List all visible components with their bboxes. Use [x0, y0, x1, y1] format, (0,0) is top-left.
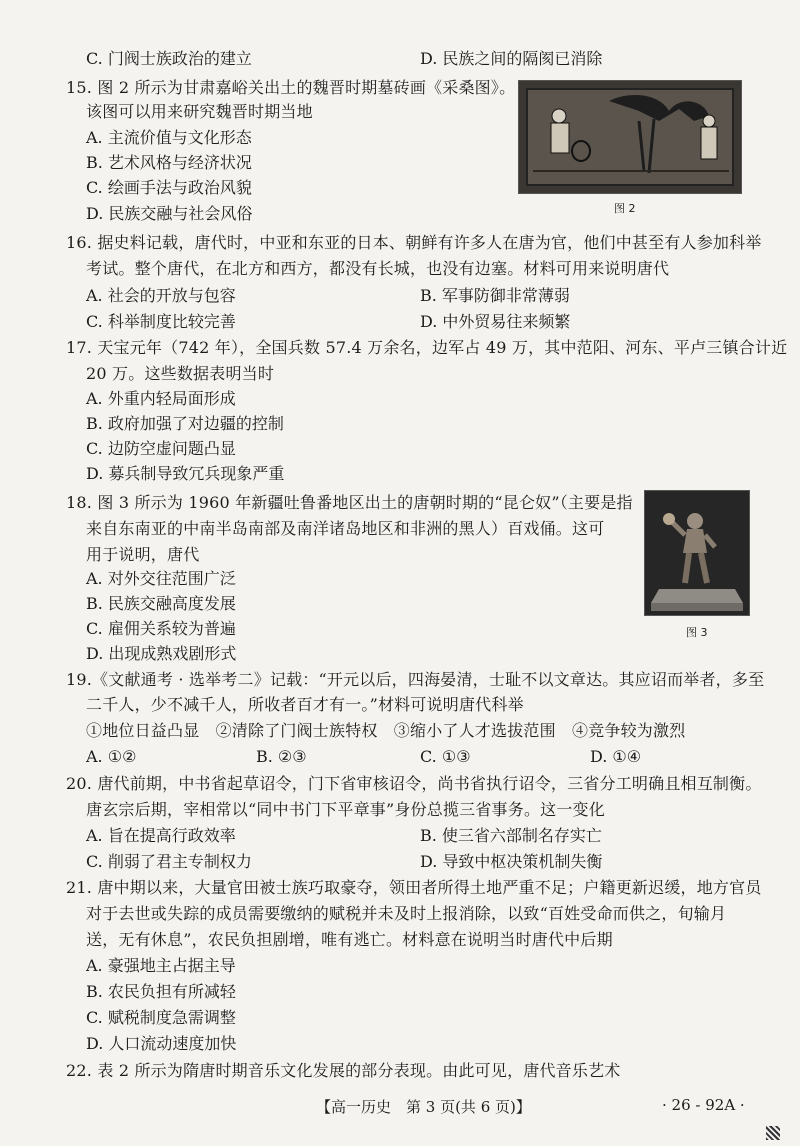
q18-option-d: D. 出现成熟戏剧形式 [86, 644, 237, 663]
q16-option-a: A. 社会的开放与包容 [86, 286, 236, 305]
q16-stem-line1: 16. 据史料记载，唐代时，中亚和东亚的日本、朝鲜有许多人在唐为官，他们中甚至有人参加科举 [66, 233, 762, 252]
q20-option-a: A. 旨在提高行政效率 [86, 826, 236, 845]
q18-option-a: A. 对外交往范围广泛 [86, 569, 236, 588]
q19-statements: ①地位日益凸显 ②清除了门阀士族特权 ③缩小了人才选拔范围 ④竞争较为激烈 [86, 721, 686, 740]
q17-option-c: C. 边防空虚问题凸显 [86, 439, 236, 458]
q19-option-a: A. ①② [86, 747, 137, 766]
page-footer-code: · 26 - 92A · [662, 1096, 745, 1114]
q20-stem-line2: 唐玄宗后期，宰相常以“同中书门下平章事”身份总揽三省事务。这一变化 [86, 800, 605, 819]
figure-3-image [644, 490, 750, 616]
q20-option-c: C. 削弱了君主专制权力 [86, 852, 252, 871]
q17-stem-line1: 17. 天宝元年（742 年），全国兵数 57.4 万余名，边军占 49 万，其中范阳、河东、平卢三镇合计近 [66, 338, 788, 357]
q16-option-d: D. 中外贸易往来频繁 [420, 312, 571, 331]
q19-stem-line1: 19.《文献通考 · 选举考二》记载：“开元以后，四海晏清，士耻不以文章达。其应诏而举者，多至 [66, 670, 765, 689]
q18-stem-line3: 用于说明，唐代 [86, 545, 200, 564]
q19-option-d: D. ①④ [590, 747, 642, 766]
q21-stem-line3: 送，无有休息”，农民负担剧增，唯有逃亡。材料意在说明当时唐代中后期 [86, 930, 613, 949]
q18-stem-line2: 来自东南亚的中南半岛南部及南洋诸岛地区和非洲的黑人）百戏俑。这可 [86, 519, 605, 538]
q21-option-c: C. 赋税制度急需调整 [86, 1008, 236, 1027]
q15-option-b: B. 艺术风格与经济状况 [86, 153, 252, 172]
q14-option-d: D. 民族之间的隔阂已消除 [420, 49, 603, 68]
q21-option-d: D. 人口流动速度加快 [86, 1034, 237, 1053]
figure-3-caption: 图 3 [686, 626, 708, 639]
q20-option-d: D. 导致中枢决策机制失衡 [420, 852, 603, 871]
q18-stem-line1: 18. 图 3 所示为 1960 年新疆吐鲁番地区出土的唐朝时期的“昆仑奴”（主要是指 [66, 493, 633, 512]
qr-code-icon [766, 1126, 780, 1140]
q20-option-b: B. 使三省六部制名存实亡 [420, 826, 602, 845]
q15-option-c: C. 绘画手法与政治风貌 [86, 178, 252, 197]
q22-stem-line1: 22. 表 2 所示为隋唐时期音乐文化发展的部分表现。由此可见，唐代音乐艺术 [66, 1061, 621, 1080]
q15-option-d: D. 民族交融与社会风俗 [86, 204, 253, 223]
tomb-brick-painting [519, 81, 741, 193]
q18-option-b: B. 民族交融高度发展 [86, 594, 236, 613]
q15-stem-line2: 该图可以用来研究魏晋时期当地 [86, 102, 313, 121]
q21-option-a: A. 豪强地主占据主导 [86, 956, 236, 975]
page-footer-center: 【高一历史 第 3 页(共 6 页)】 [316, 1098, 531, 1116]
q16-option-c: C. 科举制度比较完善 [86, 312, 236, 331]
q21-option-b: B. 农民负担有所减轻 [86, 982, 236, 1001]
q16-option-b: B. 军事防御非常薄弱 [420, 286, 570, 305]
q21-stem-line1: 21. 唐中期以来，大量官田被士族巧取豪夺，领田者所得土地严重不足；户籍更新迟缓，地方官员 [66, 878, 762, 897]
q17-option-a: A. 外重内轻局面形成 [86, 389, 236, 408]
q16-stem-line2: 考试。整个唐代，在北方和西方，都没有长城，也没有边塞。材料可用来说明唐代 [86, 259, 670, 278]
q19-option-b: B. ②③ [256, 747, 307, 766]
q15-option-a: A. 主流价值与文化形态 [86, 128, 252, 147]
q17-stem-line2: 20 万。这些数据表明当时 [86, 364, 275, 383]
kunlun-slave-figurine [645, 491, 749, 615]
figure-2-caption: 图 2 [614, 202, 636, 215]
q14-option-c: C. 门阀士族政治的建立 [86, 49, 252, 68]
figure-2-image [518, 80, 742, 194]
q21-stem-line2: 对于去世或失踪的成员需要缴纳的赋税并未及时上报消除，以致“百姓受命而供之，旬输月 [86, 904, 727, 923]
q19-option-c: C. ①③ [420, 747, 471, 766]
q19-stem-line2: 二千人，少不减千人，所收者百才有一。”材料可说明唐代科举 [86, 695, 524, 714]
q20-stem-line1: 20. 唐代前期，中书省起草诏令，门下省审核诏令，尚书省执行诏令，三省分工明确且相互制衡。 [66, 774, 762, 793]
q18-option-c: C. 雇佣关系较为普遍 [86, 619, 236, 638]
q17-option-d: D. 募兵制导致冗兵现象严重 [86, 464, 285, 483]
q15-stem-line1: 15. 图 2 所示为甘肃嘉峪关出土的魏晋时期墓砖画《采桑图》。 [66, 78, 516, 97]
q17-option-b: B. 政府加强了对边疆的控制 [86, 414, 284, 433]
